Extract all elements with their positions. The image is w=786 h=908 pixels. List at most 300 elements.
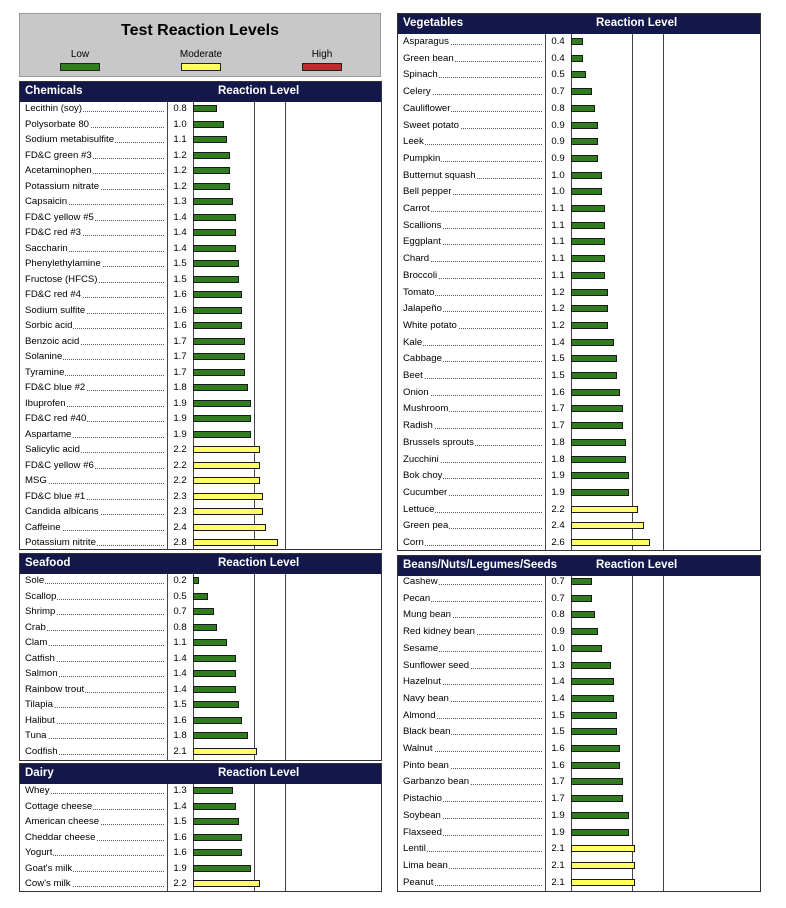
panel-header (20, 554, 381, 574)
row-label-zucchini: Zucchini (403, 453, 439, 465)
panel-dairy (19, 763, 382, 892)
table-row (398, 453, 761, 468)
row-value: 2.2 (173, 475, 187, 486)
row-label-cashew: Cashew (403, 576, 438, 587)
bar-kale (571, 339, 614, 346)
row-value: 2.2 (173, 459, 187, 471)
row-value: 1.2 (173, 165, 187, 176)
bar-benzoic-acid (193, 338, 245, 345)
bar-eggplant (571, 238, 605, 245)
row-label-lima-bean: Lima bean (403, 859, 448, 871)
bar-fd-c-red-40 (193, 415, 251, 422)
bar-acetaminophen (193, 167, 230, 174)
bar-sweet-potato (571, 122, 598, 129)
row-value: 0.8 (173, 103, 187, 114)
bar-american-cheese (193, 818, 239, 825)
row-label-ibuprofen: Ibuprofen (25, 397, 66, 409)
table-row (398, 219, 761, 234)
bar-aspartame (193, 431, 251, 438)
table-row (398, 519, 761, 534)
bar-mung-bean (571, 611, 595, 618)
row-label-sorbic-acid: Sorbic acid (25, 320, 73, 331)
bar-fd-c-blue-1 (193, 493, 263, 500)
row-value: 2.4 (551, 520, 565, 532)
table-row (398, 102, 761, 117)
table-row (398, 202, 761, 217)
table-row (398, 52, 761, 67)
row-value: 0.9 (551, 152, 565, 164)
table-row (398, 859, 761, 874)
bar-catfish (193, 655, 236, 662)
bar-codfish (193, 748, 257, 755)
bar-goat-s-milk (193, 865, 251, 872)
panel-chemicals (19, 81, 382, 550)
bar-lecithin-soy (193, 105, 217, 112)
row-label-carrot: Carrot (403, 203, 430, 214)
row-label-sodium-sulfite: Sodium sulfite (25, 304, 86, 316)
bar-potassium-nitrate (193, 183, 230, 190)
row-label-sesame: Sesame (403, 642, 439, 654)
bar-sunflower-seed (571, 662, 611, 669)
row-value: 1.9 (551, 486, 565, 498)
row-value: 1.7 (173, 335, 187, 347)
bar-pistachio (571, 795, 623, 802)
table-row (20, 698, 382, 713)
table-row (20, 273, 382, 288)
row-value: 1.9 (551, 809, 565, 821)
bar-bell-pepper (571, 188, 602, 195)
row-value: 1.6 (551, 759, 565, 771)
table-row (20, 490, 382, 505)
row-label-walnut: Walnut (403, 743, 433, 754)
table-row (20, 133, 382, 148)
reaction-level-header: Reaction Level (218, 767, 300, 779)
row-value: 2.2 (551, 503, 565, 515)
row-value: 1.6 (173, 714, 187, 726)
row-value: 0.8 (551, 609, 565, 621)
table-row (20, 521, 382, 536)
row-label-sunflower-seed: Sunflower seed (403, 659, 470, 671)
row-value: 0.7 (173, 606, 187, 617)
row-label-beet: Beet (403, 370, 423, 381)
panel-title: Beans/Nuts/Legumes/Seeds (403, 559, 558, 571)
row-value: 1.5 (551, 353, 565, 365)
row-value: 1.9 (173, 397, 187, 409)
table-row (398, 486, 761, 501)
row-value: 1.5 (173, 816, 187, 827)
table-row (398, 336, 761, 351)
bar-chard (571, 255, 605, 262)
bar-red-kidney-bean (571, 628, 598, 635)
row-label-green-bean: Green bean (403, 52, 454, 64)
bar-pinto-bean (571, 762, 620, 769)
leader-dots (403, 345, 542, 346)
row-label-mushroom: Mushroom (403, 403, 449, 415)
row-value: 2.6 (551, 537, 565, 548)
row-label-peanut: Peanut (403, 876, 434, 888)
table-row (398, 876, 761, 891)
bar-sole (193, 577, 199, 584)
row-label-cucumber: Cucumber (403, 486, 448, 498)
bar-capsaicin (193, 198, 233, 205)
table-row (20, 815, 382, 830)
table-row (20, 831, 382, 846)
row-label-bok-choy: Bok choy (403, 470, 443, 482)
table-row (398, 675, 761, 690)
row-value: 2.4 (173, 521, 187, 533)
row-value: 1.1 (173, 134, 187, 145)
bar-sorbic-acid (193, 322, 242, 329)
bar-asparagus (571, 38, 583, 45)
table-row (20, 350, 382, 365)
bar-whey (193, 787, 233, 794)
table-row (20, 412, 382, 427)
bar-tyramine (193, 369, 245, 376)
row-label-goat-s-milk: Goat's milk (25, 862, 73, 874)
row-value: 1.8 (173, 730, 187, 741)
bar-pumpkin (571, 155, 598, 162)
bar-scallions (571, 222, 605, 229)
row-label-capsaicin: Capsaicin (25, 196, 68, 207)
bar-yogurt (193, 849, 242, 856)
table-row (20, 242, 382, 257)
row-value: 2.2 (173, 444, 187, 455)
table-row (398, 809, 761, 824)
row-label-potassium-nitrite: Potassium nitrite (25, 537, 96, 548)
bar-candida-albicans (193, 508, 263, 515)
table-row (398, 152, 761, 167)
row-value: 0.8 (551, 102, 565, 114)
row-label-leek: Leek (403, 136, 424, 148)
row-label-crab: Crab (25, 621, 46, 633)
bar-salicylic-acid (193, 446, 260, 453)
table-row (20, 729, 382, 744)
row-label-clam: Clam (25, 637, 48, 648)
row-label-fd-c-blue-1: FD&C blue #1 (25, 490, 86, 502)
row-value: 1.5 (551, 709, 565, 721)
row-value: 1.4 (173, 227, 187, 238)
legend-title: Test Reaction Levels (121, 22, 279, 39)
bar-cucumber (571, 489, 629, 496)
table-row (398, 575, 761, 590)
row-label-fd-c-red-40: FD&C red #40 (25, 413, 87, 424)
legend-label-low: Low (70, 49, 90, 60)
table-row (398, 759, 761, 774)
row-label-soybean: Soybean (403, 809, 441, 821)
table-row (398, 185, 761, 200)
table-row (20, 474, 382, 489)
row-value: 2.1 (173, 745, 187, 757)
bar-fd-c-blue-2 (193, 384, 248, 391)
table-row (398, 592, 761, 607)
row-value: 0.7 (551, 86, 565, 98)
legend-label-moderate: Moderate (179, 49, 223, 60)
row-value: 1.4 (551, 336, 565, 348)
bar-halibut (193, 717, 242, 724)
row-label-fd-c-red-4: FD&C red #4 (25, 289, 81, 300)
row-label-solanine: Solanine (25, 351, 63, 362)
row-value: 1.9 (173, 413, 187, 424)
row-value: 0.7 (551, 592, 565, 604)
bar-saccharin (193, 245, 236, 252)
table-row (20, 304, 382, 319)
bar-phenylethylamine (193, 260, 239, 267)
row-label-pecan: Pecan (403, 592, 431, 604)
table-row (398, 119, 761, 134)
table-row (398, 709, 761, 724)
table-row (398, 85, 761, 100)
table-row (20, 459, 382, 474)
bar-solanine (193, 353, 245, 360)
bar-fructose-hfcs (193, 276, 239, 283)
table-row (20, 102, 382, 117)
table-row (398, 842, 761, 857)
row-value: 2.1 (551, 843, 565, 855)
bar-hazelnut (571, 678, 614, 685)
row-label-cauliflower: Cauliflower (403, 102, 451, 114)
table-row (398, 352, 761, 367)
row-value: 1.9 (173, 862, 187, 874)
row-value: 1.4 (551, 676, 565, 688)
row-label-eggplant: Eggplant (403, 236, 441, 248)
row-value: 2.1 (551, 876, 565, 888)
bar-sodium-sulfite (193, 307, 242, 314)
row-value: 2.2 (173, 878, 187, 889)
row-label-codfish: Codfish (25, 745, 58, 757)
row-value: 1.4 (173, 800, 187, 812)
panel-beans-nuts-legumes-seeds (397, 555, 761, 892)
bar-cow-s-milk (193, 880, 260, 887)
bar-fd-c-yellow-6 (193, 462, 260, 469)
row-label-halibut: Halibut (25, 714, 55, 726)
table-row (20, 862, 382, 877)
row-label-tomato: Tomato (403, 286, 435, 298)
table-row (20, 590, 382, 605)
table-row (20, 164, 382, 179)
table-row (398, 742, 761, 757)
bar-bok-choy (571, 472, 629, 479)
table-row (398, 642, 761, 657)
bar-celery (571, 88, 592, 95)
row-label-sweet-potato: Sweet potato (403, 119, 460, 131)
table-row (398, 792, 761, 807)
row-value: 1.1 (551, 203, 565, 214)
row-label-kale: Kale (403, 336, 423, 348)
row-value: 1.3 (173, 196, 187, 207)
row-label-brussels-sprouts: Brussels sprouts (403, 436, 474, 448)
table-row (398, 252, 761, 267)
bar-mushroom (571, 405, 623, 412)
reaction-level-header: Reaction Level (218, 85, 300, 97)
bar-peanut (571, 879, 635, 886)
bar-white-potato (571, 322, 608, 329)
panel-title: Dairy (25, 767, 54, 779)
table-row (20, 605, 382, 620)
bar-pecan (571, 595, 592, 602)
bar-black-bean (571, 728, 617, 735)
table-row (398, 826, 761, 841)
row-value: 0.9 (551, 626, 565, 638)
reaction-level-header: Reaction Level (596, 17, 678, 29)
row-label-fd-c-yellow-6: FD&C yellow #6 (25, 459, 94, 471)
row-value: 1.1 (551, 253, 565, 265)
row-value: 1.4 (173, 683, 187, 695)
bar-sesame (571, 645, 602, 652)
row-value: 0.4 (551, 52, 565, 64)
bar-brussels-sprouts (571, 439, 626, 446)
table-row (20, 381, 382, 396)
table-row (398, 419, 761, 434)
bar-zucchini (571, 456, 626, 463)
row-label-rainbow-trout: Rainbow trout (25, 683, 85, 695)
legend-swatch-moderate (181, 63, 221, 71)
row-value: 1.6 (551, 743, 565, 754)
table-row (20, 149, 382, 164)
row-value: 1.3 (551, 659, 565, 671)
bar-corn (571, 539, 650, 546)
row-label-salmon: Salmon (25, 668, 58, 679)
bar-fd-c-red-4 (193, 291, 242, 298)
row-label-caffeine: Caffeine (25, 521, 61, 533)
row-label-candida-albicans: Candida albicans (25, 506, 99, 517)
bar-jalape-o (571, 305, 608, 312)
panel-header (398, 14, 760, 34)
row-value: 1.8 (173, 382, 187, 393)
row-value: 1.5 (551, 726, 565, 738)
row-value: 1.5 (551, 370, 565, 381)
row-label-hazelnut: Hazelnut (403, 676, 441, 688)
row-value: 1.4 (173, 652, 187, 664)
bar-lima-bean (571, 862, 635, 869)
bar-lettuce (571, 506, 638, 513)
row-label-tyramine: Tyramine (25, 366, 65, 378)
row-value: 1.9 (551, 826, 565, 838)
row-label-lettuce: Lettuce (403, 503, 435, 515)
row-label-celery: Celery (403, 86, 431, 98)
row-value: 1.7 (173, 351, 187, 362)
table-row (20, 335, 382, 350)
bar-spinach (571, 71, 586, 78)
table-row (398, 625, 761, 640)
legend-label-high: High (311, 49, 333, 60)
row-value: 1.4 (551, 692, 565, 704)
row-value: 1.1 (551, 236, 565, 248)
row-label-spinach: Spinach (403, 69, 438, 81)
bar-almond (571, 712, 617, 719)
row-label-aspartame: Aspartame (25, 428, 72, 440)
bar-polysorbate-80 (193, 121, 224, 128)
row-label-pistachio: Pistachio (403, 793, 442, 805)
bar-flaxseed (571, 829, 629, 836)
bar-clam (193, 639, 227, 646)
legend-swatch-high (302, 63, 342, 71)
bar-garbanzo-bean (571, 778, 623, 785)
table-row (20, 536, 382, 550)
table-row (20, 505, 382, 520)
table-row (398, 503, 761, 518)
bar-carrot (571, 205, 605, 212)
bar-leek (571, 138, 598, 145)
row-value: 1.2 (551, 319, 565, 331)
table-row (20, 800, 382, 815)
row-label-fd-c-blue-2: FD&C blue #2 (25, 382, 86, 393)
row-label-polysorbate-80: Polysorbate 80 (25, 118, 89, 130)
row-value: 1.3 (173, 785, 187, 796)
row-label-tilapia: Tilapia (25, 699, 53, 710)
bar-cottage-cheese (193, 803, 236, 810)
panel-header (20, 82, 381, 102)
row-value: 1.4 (173, 668, 187, 679)
row-value: 1.2 (551, 303, 565, 315)
bar-caffeine (193, 524, 266, 531)
bar-cheddar-cheese (193, 834, 242, 841)
row-label-scallop: Scallop (25, 590, 57, 602)
table-row (398, 369, 761, 384)
row-label-sole: Sole (25, 575, 45, 586)
table-row (398, 775, 761, 790)
row-value: 2.3 (173, 490, 187, 502)
row-label-corn: Corn (403, 537, 424, 548)
row-value: 1.0 (551, 169, 565, 181)
table-row (20, 683, 382, 698)
bar-green-bean (571, 55, 583, 62)
row-value: 1.8 (551, 453, 565, 465)
bar-navy-bean (571, 695, 614, 702)
bar-tuna (193, 732, 248, 739)
row-label-green-pea: Green pea (403, 520, 449, 532)
table-row (398, 386, 761, 401)
row-label-broccoli: Broccoli (403, 269, 438, 281)
table-row (398, 692, 761, 707)
table-row (398, 608, 761, 623)
row-value: 1.6 (173, 847, 187, 858)
bar-lentil (571, 845, 635, 852)
table-row (398, 302, 761, 317)
row-value: 0.2 (173, 575, 187, 586)
bar-tomato (571, 289, 608, 296)
reaction-level-header: Reaction Level (596, 559, 678, 571)
table-row (20, 180, 382, 195)
row-label-mung-bean: Mung bean (403, 609, 452, 621)
table-row (20, 846, 382, 861)
row-value: 1.4 (173, 211, 187, 223)
row-value: 0.9 (551, 136, 565, 148)
row-value: 1.6 (173, 289, 187, 300)
bar-fd-c-green-3 (193, 152, 230, 159)
table-row (20, 428, 382, 443)
row-label-fd-c-green-3: FD&C green #3 (25, 149, 92, 161)
row-value: 2.3 (173, 506, 187, 517)
bar-scallop (193, 593, 208, 600)
row-label-acetaminophen: Acetaminophen (25, 165, 92, 176)
row-label-whey: Whey (25, 785, 50, 796)
row-value: 0.5 (551, 69, 565, 81)
leader-dots (403, 378, 542, 379)
table-row (398, 135, 761, 150)
legend-item-low (25, 49, 135, 71)
bar-green-pea (571, 522, 644, 529)
row-label-catfish: Catfish (25, 652, 55, 664)
table-row (398, 286, 761, 301)
table-row (398, 235, 761, 250)
row-label-cow-s-milk: Cow's milk (25, 878, 71, 889)
table-row (398, 536, 761, 551)
bar-broccoli (571, 272, 605, 279)
row-value: 1.9 (551, 470, 565, 482)
table-row (20, 211, 382, 226)
table-row (20, 667, 382, 682)
row-value: 1.5 (173, 273, 187, 285)
